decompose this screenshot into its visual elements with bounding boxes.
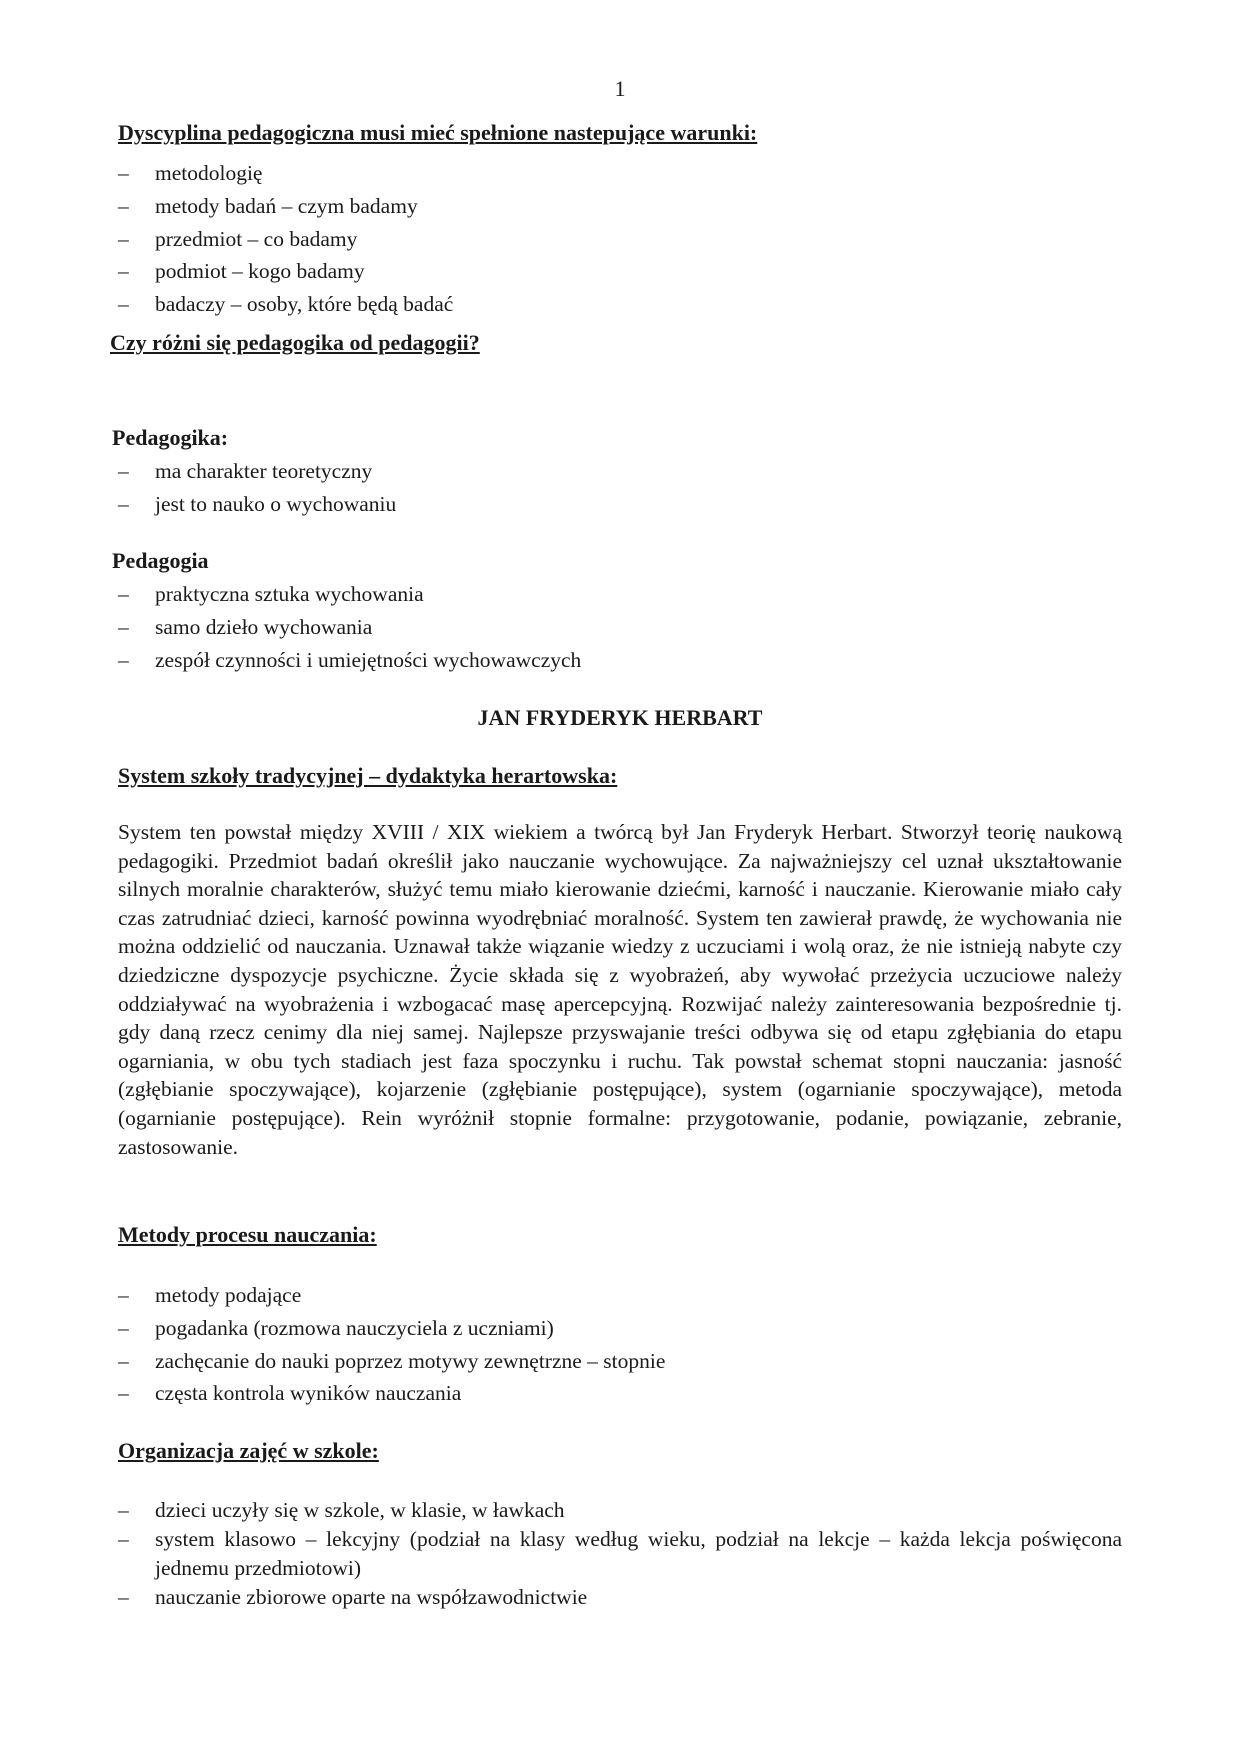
dash-bullet: – <box>118 1498 129 1522</box>
list-item: – zachęcanie do nauki poprzez motywy zewnętrzne – stopnie <box>118 1345 1122 1378</box>
list-item: – metodologię <box>118 157 1122 190</box>
dash-bullet: – <box>118 647 129 672</box>
dash-bullet: – <box>118 491 129 516</box>
dash-bullet: – <box>118 193 129 218</box>
dash-bullet: – <box>118 1585 129 1609</box>
list-item: – częsta kontrola wyników nauczania <box>118 1377 1122 1410</box>
dash-bullet: – <box>118 1348 129 1373</box>
pedagogika-list <box>118 455 1122 521</box>
list-item: – ma charakter teoretyczny <box>118 455 1122 488</box>
dash-bullet: – <box>118 259 129 284</box>
list-item: – metody podające <box>118 1279 1122 1312</box>
dash-bullet: – <box>118 1527 129 1551</box>
list-item: – jest to nauko o wychowaniu <box>118 488 1122 521</box>
list-item: – nauczanie zbiorowe oparte na współzawodnictwie <box>118 1583 1122 1612</box>
list-item: – zespół czynności i umiejętności wychowawczych <box>118 644 1122 677</box>
dash-bullet: – <box>118 226 129 251</box>
section-heading-methods: Metody procesu nauczania: <box>118 1222 377 1247</box>
list-item: – podmiot – kogo badamy <box>118 255 1122 288</box>
methods-list <box>118 1279 1122 1410</box>
list-item: – pogadanka (rozmowa nauczyciela z uczniami) <box>118 1312 1122 1345</box>
dash-bullet: – <box>118 161 129 185</box>
dash-bullet: – <box>118 1315 129 1340</box>
section-heading-organization: Organizacja zajęć w szkole: <box>118 1438 379 1463</box>
section-heading-traditional-school: System szkoły tradycyjnej – dydaktyka herartowska: <box>118 763 618 788</box>
list-item: – badaczy – osoby, które będą badać <box>118 288 1122 321</box>
dash-bullet: – <box>118 614 129 639</box>
list-item: – samo dzieło wychowania <box>118 611 1122 644</box>
page-number: 1 <box>614 76 626 101</box>
pedagogia-list <box>118 578 1122 676</box>
organization-list <box>118 1496 1122 1612</box>
herbart-paragraph: System ten powstał między XVIII / XIX wiekiem a twórcą był Jan Fryderyk Herbart. Stworzył teorię naukową pedagogiki. Przedmiot badań określił jako nauczanie wychowujące. Za najważniejszy cel uznał ukształtowanie silnych moralnie charakterów, służyć temu miało kierowanie dziećmi, karność i nauczanie. Kierowanie miało cały czas zatrudniać dzieci, karność powinna wyodrębniać moralność. System ten zawierał prawdę, że wychowania nie można oddzielić od nauczania. Uznawał także wiązanie wiedzy z uczuciami i wolą oraz, że nie istnieją nabyte czy dziedziczne dyspozycje psychiczne. Życie składa się z wyobrażeń, aby wywołać przeżycia uczuciowe należy oddziaływać na wyobrażenia i wzbogacać masę apercepcyjną. Rozwijać należy zainteresowania bezpośrednie tj. gdy daną rzecz cenimy dla niej samej. Najlepsze przyswajanie treści odbywa się od etapu zgłębiania do etapu ogarniania, w obu tych stadiach jest faza spoczynku i ruchu. Tak powstał schemat stopni nauczania: jasność (zgłębianie spoczywające), kojarzenie (zgłębianie postępujące), system (ogarnianie spoczywające), metoda (ogarnianie postępujące). Rein wyróżnił stopnie formalne: przygotowanie, podanie, powiązanie, zebranie, zastosowanie. <box>118 820 1122 1159</box>
conditions-list <box>118 157 1122 321</box>
dash-bullet: – <box>118 292 129 317</box>
list-item: – przedmiot – co badamy <box>118 223 1122 256</box>
list-item: – system klasowo – lekcyjny (podział na klasy według wieku, podział na lekcje – każda lekcja poświęcona jednemu przedmiotowi) <box>118 1527 1122 1580</box>
dash-bullet: – <box>118 1283 129 1307</box>
dash-bullet: – <box>118 582 129 606</box>
pedagogika-label: Pedagogika: <box>112 425 229 450</box>
list-item: – dzieci uczyły się w szkole, w klasie, w ławkach <box>118 1496 1122 1525</box>
herbart-title: JAN FRYDERYK HERBART <box>477 705 763 730</box>
dash-bullet: – <box>118 459 129 483</box>
list-item: – praktyczna sztuka wychowania <box>118 578 1122 611</box>
list-item: – metody badań – czym badamy <box>118 190 1122 223</box>
section-heading-conditions: Dyscyplina pedagogiczna musi mieć spełnione nastepujące warunki: <box>118 120 758 145</box>
section-heading-difference: Czy różni się pedagogika od pedagogii? <box>110 330 480 355</box>
dash-bullet: – <box>118 1381 129 1406</box>
pedagogia-label: Pedagogia <box>112 548 209 573</box>
